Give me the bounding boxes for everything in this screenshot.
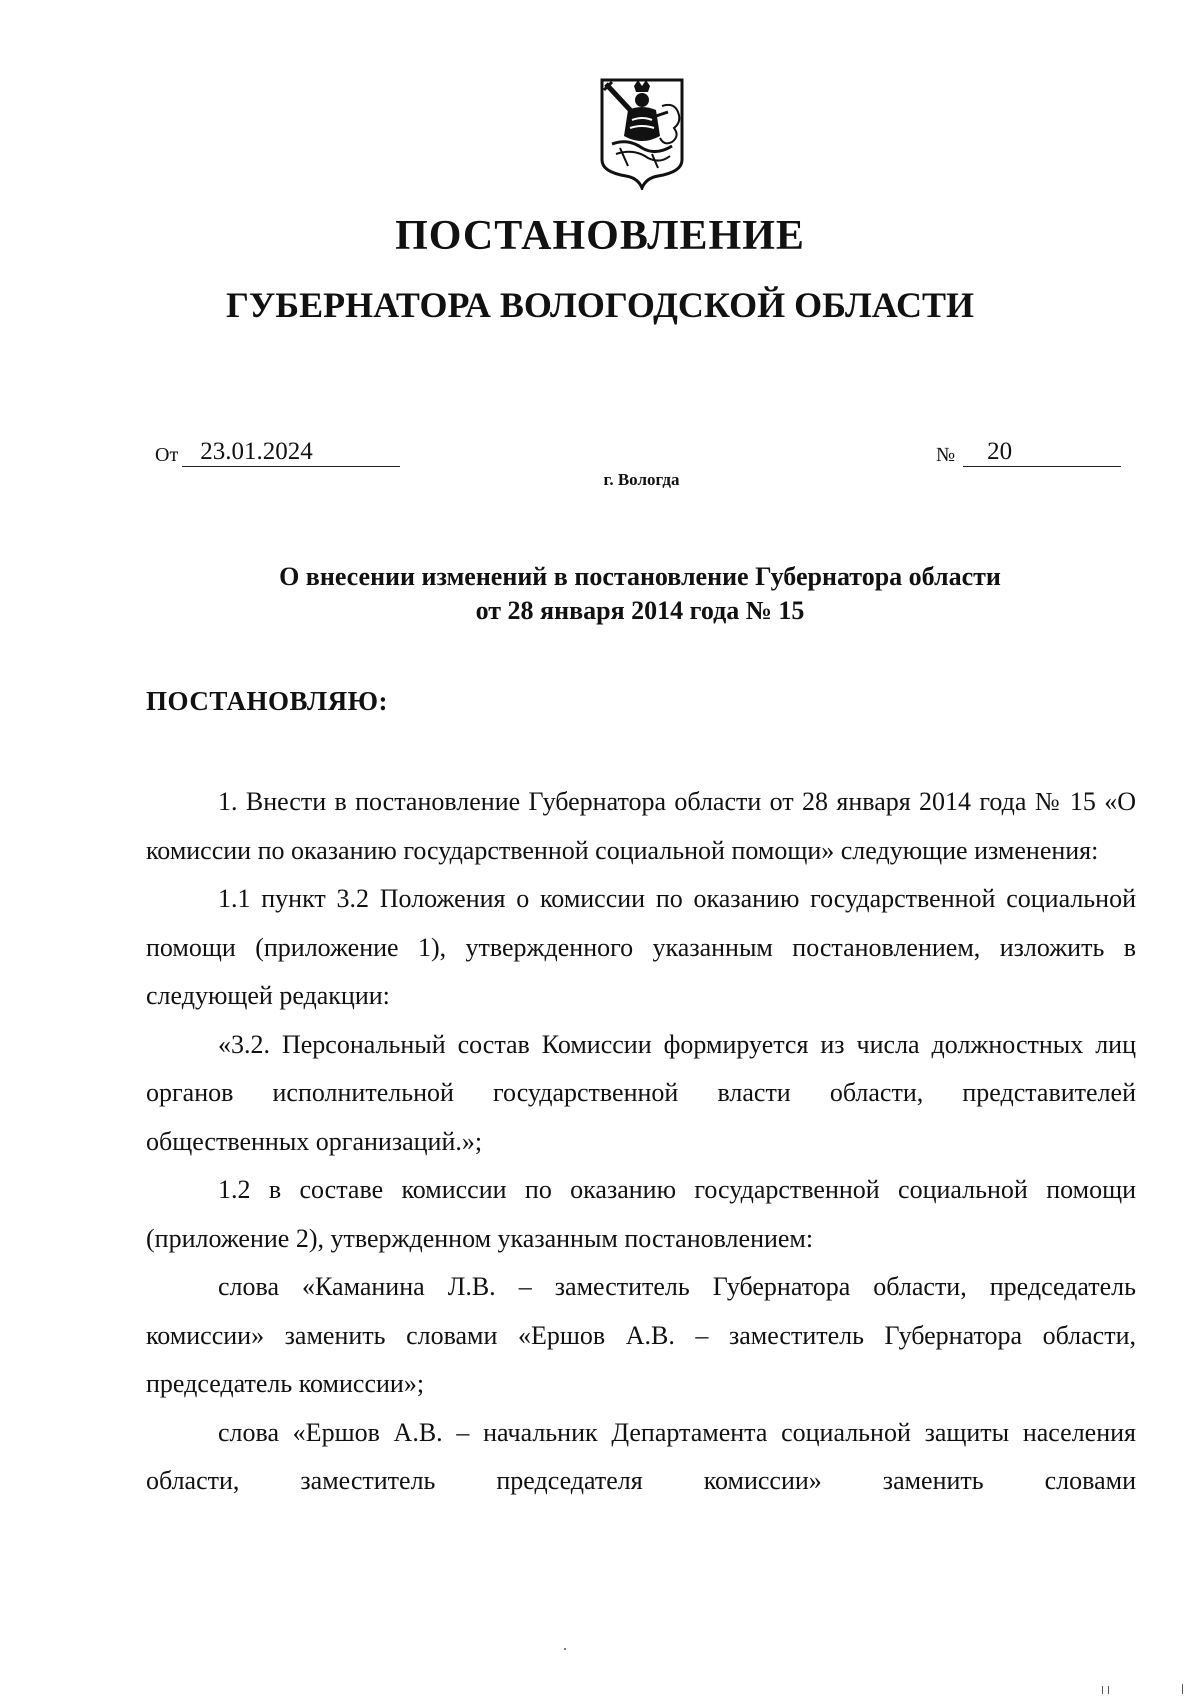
scan-speck xyxy=(1182,1684,1183,1694)
document-body xyxy=(146,778,1136,1506)
scan-speck xyxy=(1102,1686,1103,1694)
document-city: г. Вологда xyxy=(603,470,680,489)
date-label: От xyxy=(155,444,179,466)
document-date xyxy=(155,438,400,467)
paragraph: 1. Внести в постановление Губернатора области от 28 января 2014 года № 15 «О комиссии по оказанию государственной социальной помощи» следующие изменения: xyxy=(146,787,1136,865)
date-value: 23.01.2024 xyxy=(182,438,400,467)
number-value: 20 xyxy=(963,438,1121,467)
scan-speck xyxy=(564,1648,566,1650)
scan-speck xyxy=(1108,1686,1109,1694)
subject-line-2: от 28 января 2014 года № 15 xyxy=(475,596,805,625)
subject-line-1: О внесении изменений в постановление Губернатора области xyxy=(279,562,1001,591)
decree-word: ПОСТАНОВЛЯЮ: xyxy=(146,686,388,716)
paragraph: «3.2. Персональный состав Комиссии формируется из числа должностных лиц органов исполнительной государственной власти области, представителей общественных организаций.»; xyxy=(146,1029,1136,1156)
paragraph: слова «Каманина Л.В. – заместитель Губернатора области, председатель комиссии» заменить словами «Ершов А.В. – заместитель Губернатора области, председатель комиссии»; xyxy=(146,1272,1136,1398)
document-subtitle: ГУБЕРНАТОРА ВОЛОГОДСКОЙ ОБЛАСТИ xyxy=(225,285,975,325)
document-subject xyxy=(200,560,1080,628)
number-label: № xyxy=(936,444,956,466)
paragraph: 1.1 пункт 3.2 Положения о комиссии по оказанию государственной социальной помощи (приложение 1), утвержденного указанным постановлением, изложить в следующей редакции: xyxy=(146,884,1136,1010)
vologda-coat-of-arms-icon xyxy=(598,76,686,190)
paragraph: 1.2 в составе комиссии по оказанию государственной социальной помощи (приложение 2), утвержденном указанным постановлением: xyxy=(146,1175,1136,1253)
document-number xyxy=(936,438,1121,467)
paragraph: слова «Ершов А.В. – начальник Департамента социальной защиты населения области, заместитель председателя комиссии» заменить словами xyxy=(146,1417,1136,1495)
document-title: ПОСТАНОВЛЕНИЕ xyxy=(395,213,805,259)
